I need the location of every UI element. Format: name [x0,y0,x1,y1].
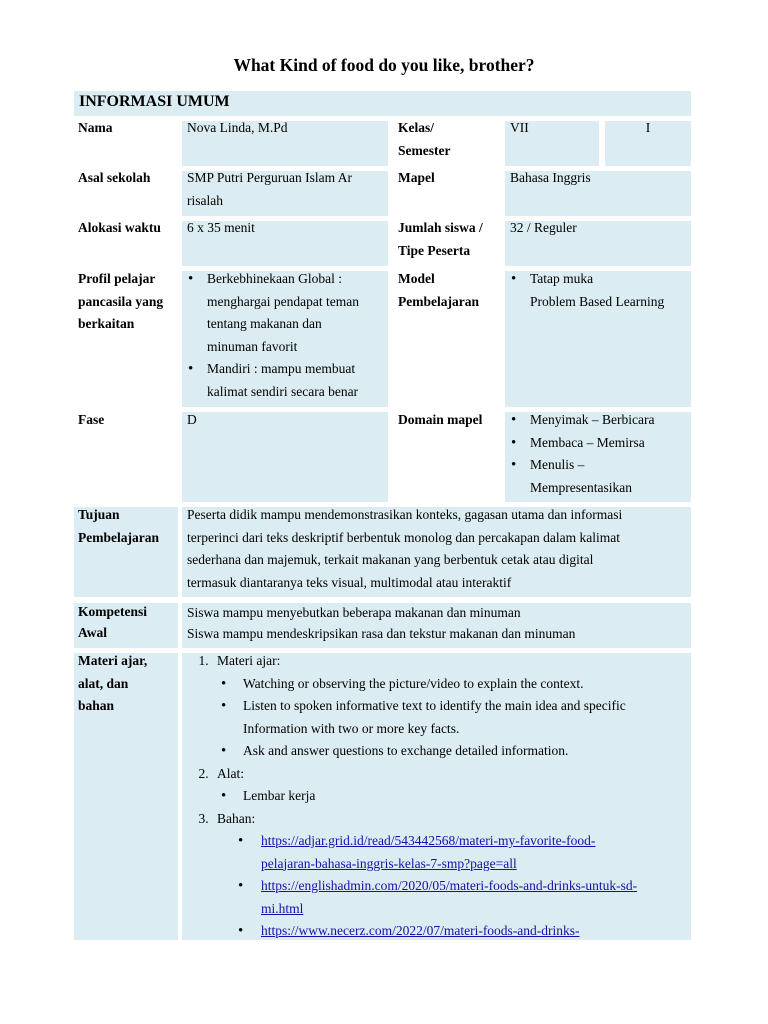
label-kompetensi-awal [74,603,178,648]
profil-item-1-line-4: minuman favorit [207,338,298,354]
bahan-title: 3. Bahan: [217,810,256,826]
label-kelas-semester [398,117,498,162]
value-alokasi: 6 x 35 menit [187,220,255,235]
value-fase: D [187,412,197,427]
profil-item-1-line-3: tentang makanan dan [207,316,322,331]
label-kompetensi-line-1: Kompetensi [78,604,147,619]
value-kelas: VII [510,120,529,135]
domain-item-continuation: Mempresentasikan [530,479,632,495]
section-header-text: INFORMASI UMUM [79,93,230,110]
label-kelas: Kelas/ [398,120,434,135]
label-fase: Fase [78,412,105,427]
label-profil-line-1: Profil pelajar [78,271,156,286]
value-mapel-cell [505,171,691,216]
link-text-line[interactable]: https://www.necerz.com/2022/07/materi-foods-and-drinks- [261,923,580,938]
tujuan-line: termasuk diantaranya teks visual, multimodal atau interaktif [187,574,512,590]
section-header-informasi-umum [74,91,691,116]
value-mapel: Bahasa Inggris [510,170,591,185]
value-kelas-cell [505,121,599,166]
link-text-line[interactable]: pelajaran-bahasa-inggris-kelas-7-smp?page=all [261,855,517,871]
value-domain-cell [505,412,691,502]
kompetensi-line: Siswa mampu menyebutkan beberapa makanan dan minuman [187,605,521,620]
value-alokasi-cell [182,221,388,266]
bahan-link-item [261,830,691,875]
label-model-line-2: Pembelajaran [398,293,479,309]
value-jumlah: 32 / Reguler [510,220,577,235]
bahan-link-item [261,920,691,940]
profil-item-1-line-2: menghargai pendapat teman [207,293,359,309]
alat-item [212,763,691,808]
materi-ajar-subitem-line-2: Information with two or more key facts. [243,720,460,736]
label-kompetensi-line-2: Awal [78,625,107,640]
label-jumlah-line-1: Jumlah siswa / [398,220,483,235]
value-fase-cell [182,412,388,502]
domain-item: • Membaca – Memirsa [530,432,691,455]
link-text-line[interactable]: https://adjar.grid.id/read/543442568/materi-my-favorite-food- [261,833,596,848]
label-materi-line-1: Materi ajar, [78,653,148,668]
label-jumlah-siswa [398,217,503,262]
link-text-line[interactable]: mi.html [261,900,304,916]
label-model-pembelajaran [398,268,503,313]
profil-item-1-line-1: • Berkebhinekaan Global : [207,271,342,286]
model-item [530,268,691,313]
materi-ajar-item [212,653,691,763]
profil-item-2-line-2: kalimat sendiri secara benar [207,383,359,399]
kompetensi-line: Siswa mampu mendeskripsikan rasa dan tekstur makanan dan minuman [187,626,576,641]
alat-subitem: • Lembar kerja [243,785,691,808]
profil-list [182,268,388,403]
value-semester: I [645,120,651,135]
domain-item: • Menyimak – Berbicara [530,409,691,432]
value-materi-cell [182,653,691,940]
label-nama: Nama [78,120,113,135]
label-jumlah-line-2: Tipe Peserta [398,242,471,258]
value-profil-cell [182,271,388,407]
value-asal-sekolah-cell [182,171,388,216]
profil-item [207,268,388,358]
value-model-cell [505,271,691,407]
bahan-link-item [261,875,691,920]
label-materi-line-3: bahan [78,698,115,713]
label-tujuan-line-1: Tujuan [78,507,120,522]
label-tujuan-line-2: Pembelajaran [78,529,159,545]
tujuan-text [187,504,686,594]
tujuan-line: sederhana dan majemuk, terkait makanan yang berbentuk cetak atau digital [187,552,594,567]
label-materi-line-2: alat, dan [78,675,129,691]
value-nama-cell [182,121,388,166]
label-profil-pelajar [78,268,178,336]
value-asal-line-2: risalah [187,192,223,208]
label-materi-alat-bahan [74,653,178,940]
label-semester: Semester [398,142,451,158]
model-item-line-1: • Tatap muka [530,271,594,286]
model-item-line-2: Problem Based Learning [530,293,665,309]
label-alokasi-waktu: Alokasi waktu [78,220,161,235]
materi-ajar-title: 1. Materi ajar: [217,653,281,668]
materi-ajar-sublist [217,673,691,763]
label-profil-line-2: pancasila yang [78,293,164,309]
document-title: What Kind of food do you like, brother? [233,55,535,75]
materi-ajar-subitem-line-1: • Listen to spoken informative text to identify the main idea and specific [243,698,626,713]
label-model-line-1: Model [398,271,435,286]
bahan-link-list [217,830,691,940]
label-asal-sekolah: Asal sekolah [78,170,151,185]
profil-item [207,358,388,403]
bahan-item [212,808,691,941]
materi-ajar-subitem: • Ask and answer questions to exchange detailed information. [243,740,691,763]
value-asal-line-1: SMP Putri Perguruan Islam Ar [187,170,353,185]
domain-item: • Menulis – [530,454,691,477]
domain-list [505,409,691,477]
alat-sublist [217,785,691,808]
value-nama: Nova Linda, M.Pd [187,120,288,135]
alat-title: 2. Alat: [217,765,244,781]
tujuan-line: Peserta didik mampu mendemonstrasikan konteks, gagasan utama dan informasi [187,507,623,522]
value-tujuan-cell [182,507,691,597]
tujuan-line: terperinci dari teks deskriptif berbentuk monolog dan percakapan dalam kalimat [187,529,620,545]
materi-numbered-list [182,653,691,940]
model-list [505,268,691,313]
value-semester-cell [605,121,691,166]
label-tujuan-pembelajaran [74,507,178,597]
bahan-link-necerz[interactable] [261,923,580,938]
bahan-link-adjar[interactable] [261,833,595,871]
materi-ajar-subitem [243,695,691,740]
label-profil-line-3: berkaitan [78,316,135,331]
label-domain-mapel: Domain mapel [398,412,483,427]
label-mapel: Mapel [398,170,435,185]
value-asal-sekolah [187,167,383,212]
materi-ajar-subitem: • Watching or observing the picture/video to explain the context. [243,673,691,696]
profil-item-2-line-1: • Mandiri : mampu membuat [207,361,356,376]
value-jumlah-cell [505,221,691,266]
value-kompetensi-cell [182,603,691,648]
link-text-line[interactable]: https://englishadmin.com/2020/05/materi-foods-and-drinks-untuk-sd- [261,878,638,893]
bahan-link-englishadmin[interactable] [261,878,637,916]
